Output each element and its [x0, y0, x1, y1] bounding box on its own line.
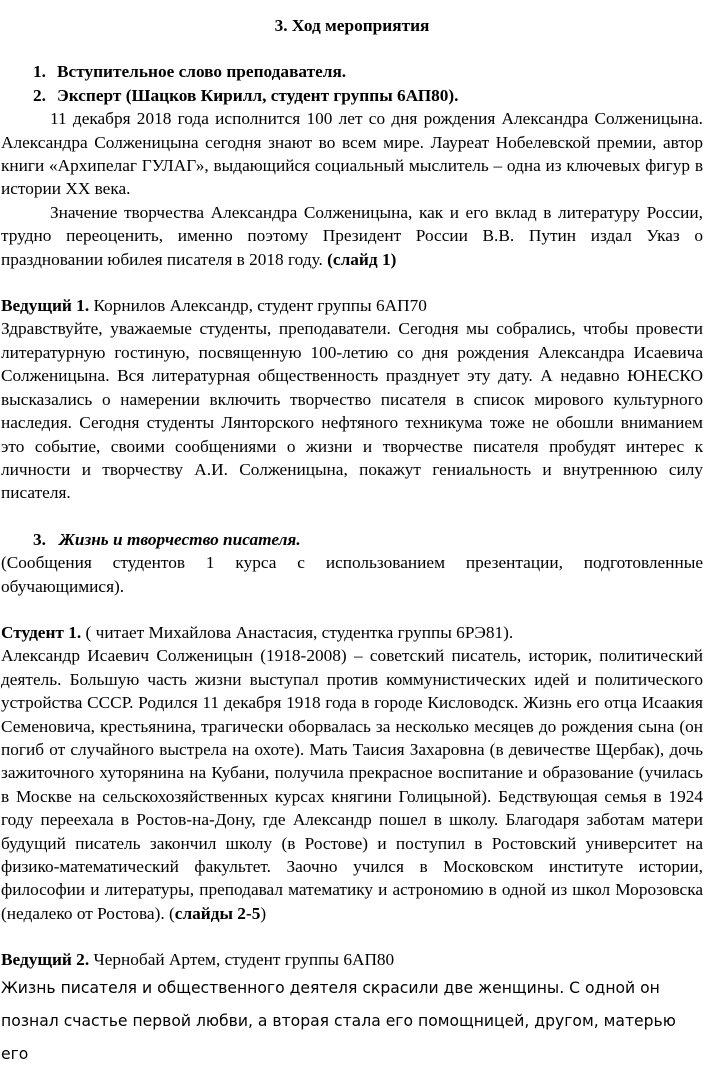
expert-paragraph-2	[1, 201, 703, 271]
slides-open: (	[169, 903, 175, 923]
host1-heading	[1, 294, 703, 317]
spacer	[1, 598, 703, 621]
host1-paragraph: Здравствуйте, уважаемые студенты, преподаватели. Сегодня мы собрались, чтобы провести литературную гостиную, посвященную 100-летию со дня рождения Александра Исаевича Солженицына. Вся литературная общественность празднует эту дату. А недавно ЮНЕСКО высказались о намерении включить творчество писателя в список мирового культурного наследия. Сегодня студенты Лянторского нефтяного техникума тоже не обошли вниманием это событие, своими сообщениями о жизни и творчестве писателя пробудят интерес к личности и творчеству А.И. Солженицына, покажут гениальность и внутреннюю силу писателя.	[1, 319, 703, 503]
section3-number: 3.	[33, 529, 46, 549]
student1-label: Студент 1.	[1, 622, 82, 642]
list-number: 2.	[33, 85, 46, 105]
list-text: Вступительное слово преподавателя.	[57, 62, 347, 82]
host2-line-1: Жизнь писателя и общественного деятеля скрасили две женщины. С одной он	[1, 978, 660, 997]
host1-label: Ведущий 1.	[1, 296, 90, 316]
spacer	[1, 505, 703, 528]
slides-close: )	[260, 903, 267, 923]
student1-text: Александр Исаевич Солженицын (1918-2008) – советский писатель, историк, политический деятель. Большую часть жизни выступал против коммунистических идей и политического устройства СССР. Родился 11 декабря 1918 года в городе Кисловодск. Жизнь его отца Исаакия Семеновича, крестьянина, трагически оборвалась за несколько месяцев до рождения сына (он погиб от случайного выстрела на охоте). Мать Таисия Захаровна (в девичестве Щербак), дочь зажиточного хуторянина на Кубани, получила прекрасное воспитание и образование (училась в Москве на сельскохозяйственных курсах княгини Голицыной). Бедствующая семья в 1924 году переехала в Ростов-на-Дону, где Александр пошел в школу. Благодаря заботам матери будущий писатель закончил школу (в Ростове) и поступил в Ростовский университет на физико-математический факультет. Заочно учился в Московском институте истории, философии и литературы, преподавал математику и астрономию в одной из школ Морозовска (недалеко от Ростова).	[1, 646, 703, 923]
list-text: Эксперт (Шацков Кирилл, студент группы 6АП80).	[57, 85, 459, 105]
host1-name: Корнилов Александр, студент группы 6АП70	[93, 296, 427, 316]
spacer	[1, 925, 703, 948]
spacer	[1, 271, 703, 294]
list-item	[1, 84, 703, 107]
host2-line-2: познал счастье первой любви, а вторая стала его помощницей, другом, матерью его	[1, 1011, 676, 1063]
host2-name: Чернобай Артем, студент группы 6АП80	[93, 950, 395, 970]
section3-title: Жизнь и творчество писателя.	[59, 529, 301, 549]
student1-intro: ( читает Михайлова Анастасия, студентка группы 6РЭ81).	[85, 622, 514, 642]
expert-paragraph-2-text: Значение творчества Александра Солженицына, как и его вклад в литературу России, трудно переоценить, именно поэтому Президент России В.В. Путин издал Указ о праздновании юбилея писателя в 2018 году.	[1, 202, 703, 269]
section3-heading	[1, 528, 703, 551]
host2-heading	[1, 948, 703, 971]
slide-reference: (слайд 1)	[327, 249, 397, 269]
section-heading: 3. Ход мероприятия	[274, 16, 430, 35]
expert-paragraph-1: 11 декабря 2018 года исполнится 100 лет со дня рождения Александра Солженицына. Александра Солженицына сегодня знают во всем мире. Лауреат Нобелевской премии, автор книги «Архипелаг ГУЛАГ», выдающийся социальный мыслитель – одна из ключевых фигур в истории XX века.	[1, 109, 703, 199]
host2-label: Ведущий 2.	[1, 950, 90, 970]
section3-note: (Сообщения студентов 1 курса с использованием презентации, подготовленные обучающимися).	[1, 553, 703, 596]
list-item	[1, 60, 703, 83]
list-number: 1.	[33, 62, 46, 82]
slides-reference: слайды 2-5	[174, 903, 261, 923]
student1-paragraph	[1, 644, 703, 925]
student1-heading	[1, 621, 703, 644]
